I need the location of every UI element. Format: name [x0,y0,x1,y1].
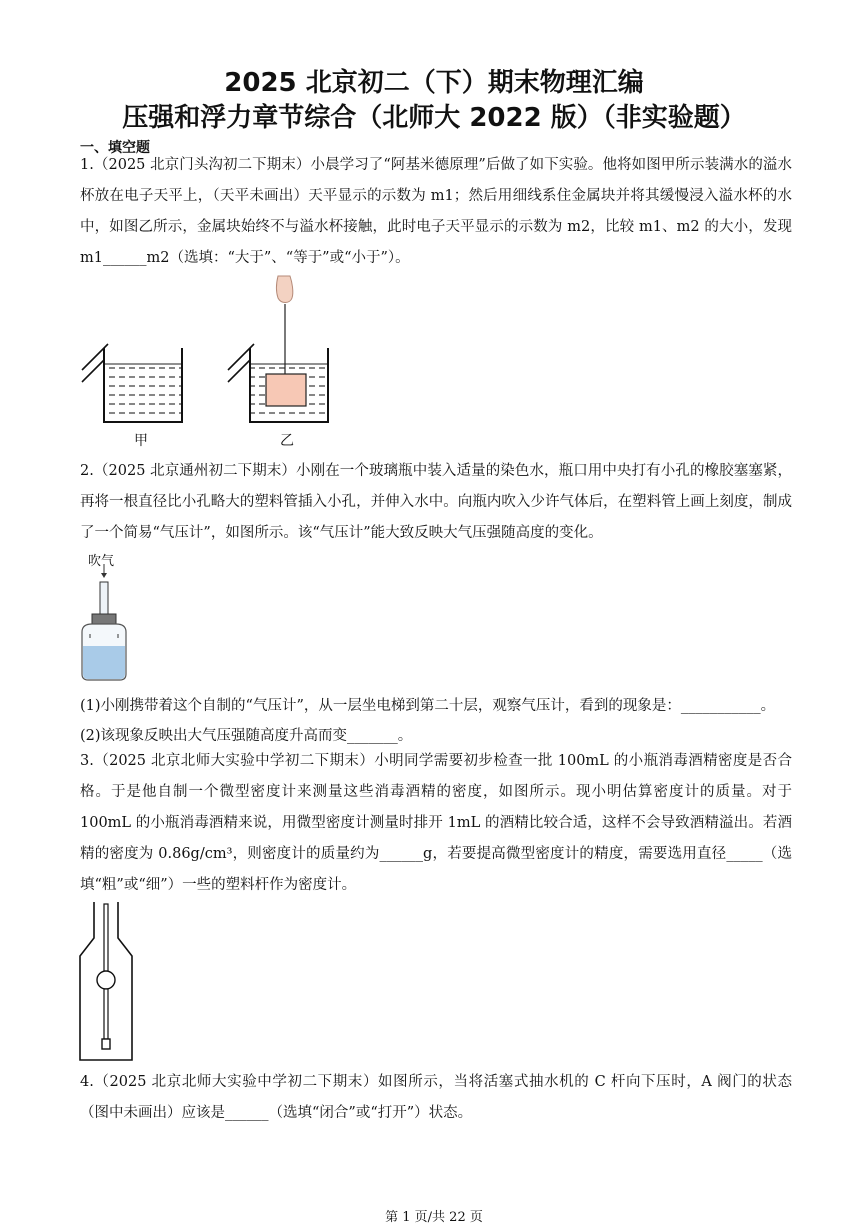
cup-b-drawing [228,276,328,422]
question-3: 3.（2025 北京北师大实验中学初二下期末）小明同学需要初步检查一批 100mL 的小瓶消毒酒精密度是否合格。于是他自制一个微型密度计来测量这些消毒酒精的密度，如图所示。现小明估算密度计的质量。对于 100mL 的小瓶消毒酒精来说，用微型密度计测量时排开 1mL 的酒精比较合适，这样不会导致酒精溢出。若酒精的密度为 0.86g/cm³，则密度计的质量约为______g，若要提高微型密度计的精度，需要选用直径_____（选填“粗”或“细”）一些的塑料杆作为密度计。 [80,753,792,893]
cup-a-drawing [82,344,182,422]
doc-title-line1: 2025 北京初二（下）期末物理汇编 [224,68,644,98]
question-2-sub2: (2)该现象反映出大气压强随高度升高而变_______。 [80,728,413,744]
question-2-sub1: (1)小刚携带着这个自制的“气压计”，从一层坐电梯到第二十层，观察气压计，看到的现象是：___________。 [80,698,776,714]
question-4: 4.（2025 北京北师大实验中学初二下期末）如图所示，当将活塞式抽水机的 C 杆向下压时，A 阀门的状态（图中未画出）应该是______（选填“闭合”或“打开”）状态。 [80,1074,792,1121]
page-footer: 第 1 页/共 22 页 [385,1210,483,1225]
question-2: 2.（2025 北京通州初二下期末）小刚在一个玻璃瓶中装入适量的染色水，瓶口用中央打有小孔的橡胶塞塞紧，再将一根直径比小孔略大的塑料管插入小孔，并伸入水中。向瓶内吹入少许气体后，在塑料管上画上刻度，制成了一个简易“气压计”，如图所示。该“气压计”能大致反映大气压强随高度的变化。 [80,463,792,541]
figure-overflow-cups [78,274,338,434]
caption-cup-b: 乙 [280,433,294,449]
caption-cup-a: 甲 [134,433,148,449]
label-blow-air: 吹气 [88,554,115,569]
question-1: 1.（2025 北京门头沟初二下期末）小晨学习了“阿基米德原理”后做了如下实验。他将如图甲所示装满水的溢水杯放在电子天平上，（天平未画出）天平显示的示数为 m1；然后用细线系住金属块并将其缓慢浸入溢水杯的水中，如图乙所示，金属块始终不与溢水杯接触，此时电子天平显示的示数为 m2，比较 m1、m2 的大小，发现 m1______m2（选填：“大于”、“等于”或“小于”）。 [80,157,792,266]
doc-title-line2: 压强和浮力章节综合（北师大 2022 版）（非实验题） [122,103,746,133]
section-heading: 一、填空题 [80,140,150,156]
figure-density-meter [76,898,140,1066]
